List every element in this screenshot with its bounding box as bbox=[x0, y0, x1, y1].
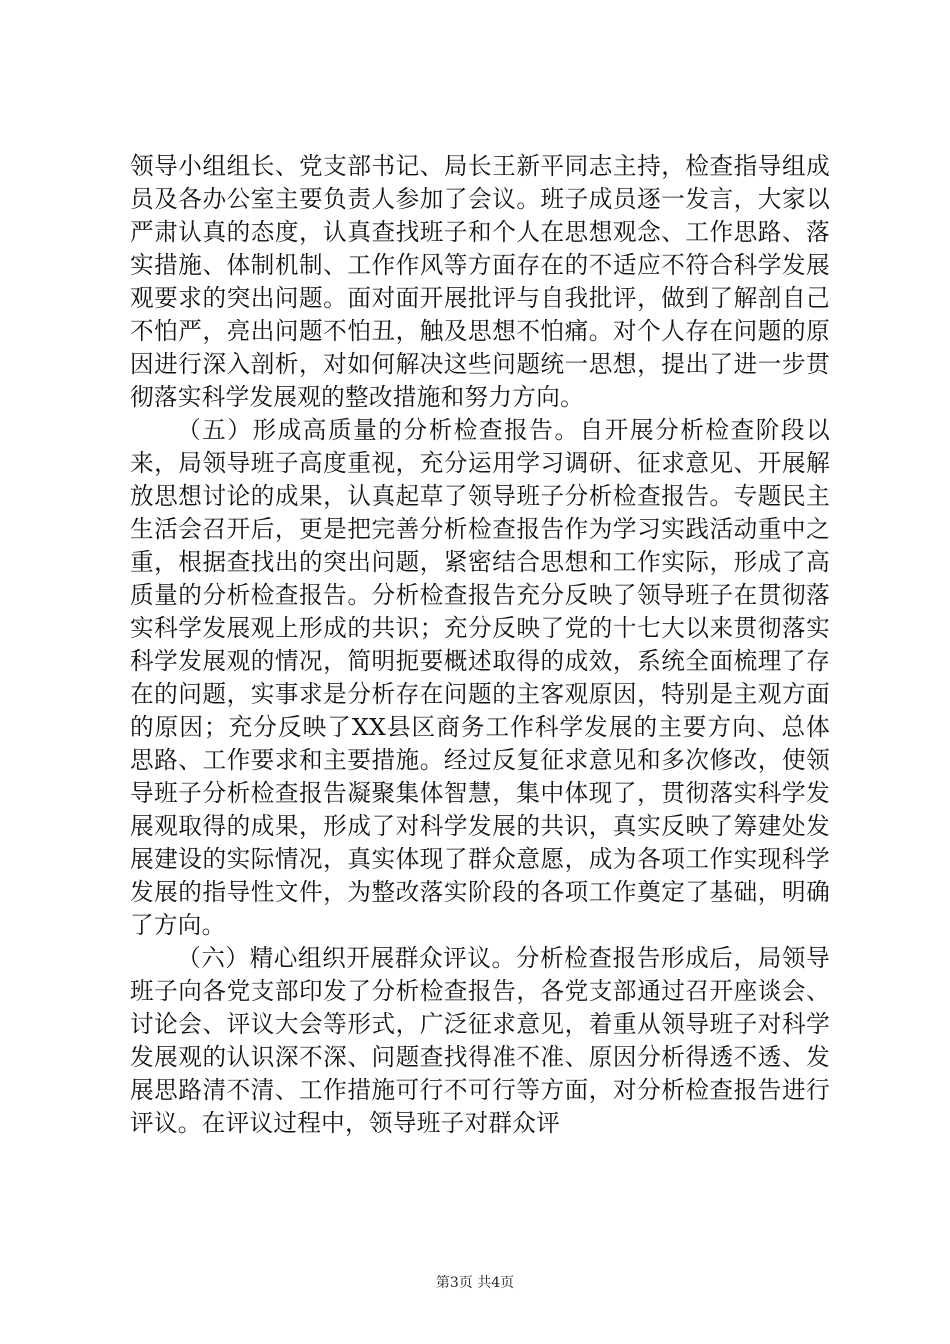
paragraph-continuation: 领导小组组长、党支部书记、局长王新平同志主持，检查指导组成员及各办公室主要负责人参加了会议。班子成员逐一发言，大家以严肃认真的态度，认真查找班子和个人在思想观念、工作思路、落实措施、体制机制、工作作风等方面存在的不适应不符合科学发展观要求的突出问题。面对面开展批评与自我批评，做到了解剖自己不怕严，亮出问题不怕丑，触及思想不怕痛。对个人存在问题的原因进行深入剖析，对如何解决这些问题统一思想，提出了进一步贯彻落实科学发展观的整改措施和努力方向。 bbox=[130, 152, 830, 411]
paragraph-section-six: （六）精心组织开展群众评议。分析检查报告形成后，局领导班子向各党支部印发了分析检查报告，各党支部通过召开座谈会、讨论会、评议大会等形式，广泛征求意见，着重从领导班子对科学发展观的认识深不深、问题查找得准不准、原因分析得透不透、发展思路清不清、工作措施可行不可行等方面，对分析检查报告进行评议。在评议过程中，领导班子对群众评 bbox=[130, 944, 830, 1137]
page-footer: 第3页 共4页 bbox=[435, 1275, 515, 1291]
body-text bbox=[130, 150, 830, 1140]
paragraph-section-five: （五）形成高质量的分析检查报告。自开展分析检查阶段以来，局领导班子高度重视，充分运用学习调研、征求意见、开展解放思想讨论的成果，认真起草了领导班子分析检查报告。专题民主生活会召开后，更是把完善分析检查报告作为学习实践活动重中之重，根据查找出的突出问题，紧密结合思想和工作实际，形成了高质量的分析检查报告。分析检查报告充分反映了领导班子在贯彻落实科学发展观上形成的共识；充分反映了党的十七大以来贯彻落实科学发展观的情况，简明扼要概述取得的成效，系统全面梳理了存在的问题，实事求是分析存在问题的主客观原因，特别是主观方面的原因；充分反映了XX县区商务工作科学发展的主要方向、总体思路、工作要求和主要措施。经过反复征求意见和多次修改，使领导班子分析检查报告凝聚集体智慧，集中体现了，贯彻落实科学发展观取得的成果，形成了对科学发展的共识，真实反映了筹建处发展建设的实际情况，真实体现了群众意愿，成为各项工作实现科学发展的指导性文件，为整改落实阶段的各项工作奠定了基础，明确了方向。 bbox=[130, 416, 830, 939]
